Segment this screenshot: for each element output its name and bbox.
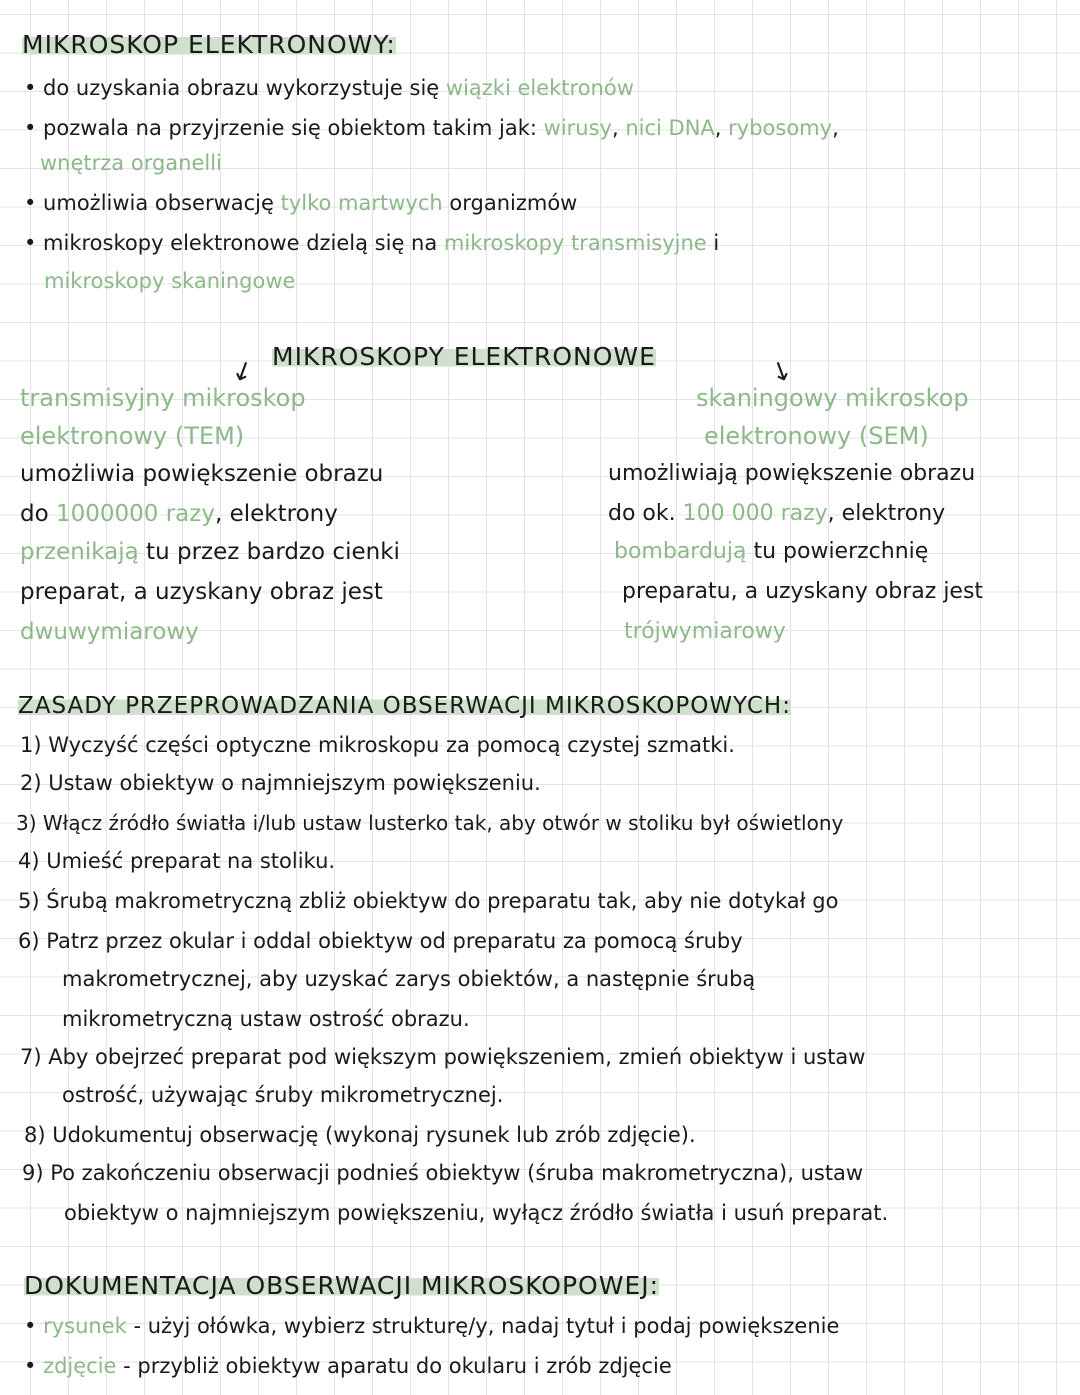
highlight-text: mikroskopy transmisyjne [443,231,707,255]
text: , [714,116,729,140]
highlight-text: wirusy [543,116,612,140]
text: - użyj ołówka, wybierz strukturę/y, nadaj tytuł i podaj powiększenie [126,1314,840,1338]
tem-name: transmisyjny mikroskop [20,384,306,412]
sem-text [614,537,928,567]
rule-step-continuation: ostrość, używając śruby mikrometrycznej. [62,1083,504,1107]
bullet-continuation: wnętrza organelli [40,151,222,175]
sem-name: skaningowy mikroskop [696,384,969,412]
rule-step-continuation: mikrometryczną ustaw ostrość obrazu. [62,1007,470,1031]
highlight-text: przenikają [20,539,139,565]
highlight-text: 100 000 razy [682,501,828,526]
rule-step: 5) Śrubą makrometryczną zbliż obiektyw do preparatu tak, aby nie dotykał go [18,889,839,913]
tem-text: preparat, a uzyskany obraz jest [20,579,383,605]
text: tu przez bardzo cienki [138,539,400,565]
heading-text: MIKROSKOP ELEKTRONOWY: [22,30,396,59]
rule-step: 1) Wyczyść części optyczne mikroskopu za pomocą czystej szmatki. [20,733,735,757]
rule-step: 2) Ustaw obiektyw o najmniejszym powiększeniu. [20,771,541,795]
text: , elektrony [214,501,338,527]
highlight-text: wiązki elektronów [445,76,634,100]
documentation-item: • rysunek - użyj ołówka, wybierz strukturę/y, nadaj tytuł i podaj powiększenie [24,1314,840,1338]
rule-step-continuation: makrometrycznej, aby uzyskać zarys obiektów, a następnie śrubą [62,967,756,991]
text: • mikroskopy elektronowe dzielą się na [24,231,444,255]
text: , elektrony [827,501,946,526]
highlight-text: zdjęcie [43,1354,117,1378]
sem-text: umożliwiają powiększenie obrazu [608,461,976,486]
highlight-text: nici DNA [625,116,715,140]
tem-text: umożliwia powiększenie obrazu [20,461,384,487]
bullet-line [24,228,719,258]
bullet-line [24,73,634,103]
arrow-left-icon: ↙ [226,352,260,390]
bullet-line [24,188,577,218]
sem-text: trójwymiarowy [624,619,786,644]
section-title-rules [18,691,791,721]
sem-name: elektronowy (SEM) [704,422,929,450]
heading-text: DOKUMENTACJA OBSERWACJI MIKROSKOPOWEJ: [24,1271,660,1300]
text: • umożliwia obserwację [24,191,281,215]
bullet-continuation: mikroskopy skaningowe [44,269,296,293]
text: do [20,501,56,527]
section-title-electron-microscope [22,30,396,60]
sem-text: preparatu, a uzyskany obraz jest [622,579,984,604]
text: tu powierzchnię [746,539,929,564]
rule-step: 7) Aby obejrzeć preparat pod większym powiększeniem, zmień obiektyw i ustaw [20,1045,866,1069]
rule-step: 3) Włącz źródło światła i/lub ustaw lusterko tak, aby otwór w stoliku był oświetlony [16,811,844,835]
bullet-line [24,113,839,143]
documentation-item: • zdjęcie - przybliż obiektyw aparatu do okularu i zrób zdjęcie [24,1354,672,1378]
highlight-text: rysunek [43,1314,127,1338]
text: • pozwala na przyjrzenie się obiektom takim jak: [24,116,544,140]
tem-text [20,499,338,529]
highlight-text: 1000000 razy [55,501,215,527]
rule-step: 6) Patrz przez okular i oddal obiektyw od preparatu za pomocą śruby [18,929,743,953]
highlight-text: tylko martwych [280,191,443,215]
sem-text [608,499,945,529]
heading-text: MIKROSKOPY ELEKTRONOWE [272,342,656,371]
rule-step-continuation: obiektyw o najmniejszym powiększeniu, wyłącz źródło światła i usuń preparat. [64,1201,889,1225]
tem-text: dwuwymiarowy [20,619,199,645]
highlight-text: bombardują [614,539,747,564]
text: i [706,231,720,255]
text: , [832,116,839,140]
rule-step: 9) Po zakończeniu obserwacji podnieś obiektyw (śruba makrometryczna), ustaw [22,1161,864,1185]
text: , [611,116,626,140]
tem-name: elektronowy (TEM) [20,422,245,450]
text: - przybliż obiektyw aparatu do okularu i zrób zdjęcie [116,1354,672,1378]
text: • do uzyskania obrazu wykorzystuje się [24,76,446,100]
rule-step: 8) Udokumentuj obserwację (wykonaj rysunek lub zrób zdjęcie). [24,1123,696,1147]
arrow-right-icon: ↘ [764,352,798,390]
rule-step: 4) Umieść preparat na stoliku. [18,849,336,873]
section-title-documentation [24,1271,659,1301]
highlight-text: rybosomy [728,116,833,140]
section-title-electron-microscopes [272,342,656,372]
tem-text [20,537,400,567]
text: organizmów [442,191,578,215]
heading-text: ZASADY PRZEPROWADZANIA OBSERWACJI MIKROSKOPOWYCH: [18,693,791,719]
text: do ok. [608,501,683,526]
